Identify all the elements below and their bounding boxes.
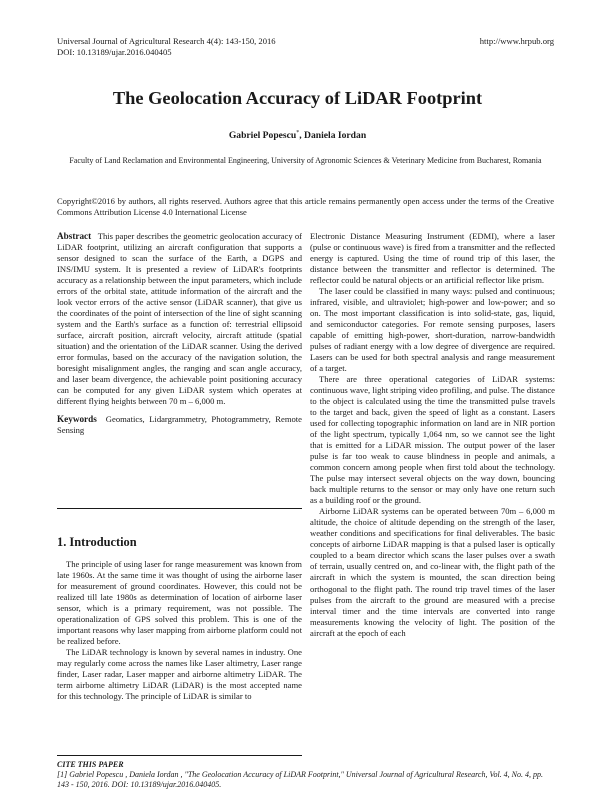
author-first: Gabriel Popescu bbox=[228, 130, 297, 142]
keywords bbox=[57, 414, 302, 436]
left-column bbox=[57, 231, 302, 436]
right-paragraph-3: There are three operational categories of LiDAR systems: continuous wave, light striping video profiling, and pulse. The distance to the object is calculated using the time the transmitted pulse travels to the target and back, given the speed of light as a constant. Lasers used for collecting topographic information on land are in NIR portion of the light spectrum, typically 1,064 nm, so we cannot see the light that is emitted for a LiDAR mission. The output power of the laser pulse is far too weak to cause blindness in people and animals, a common concern among people when first told about the technology. The pulse may intersect several objects on the way down, bouncing back multiple returns to the sensor or may only have one return such as a building roof or the ground. bbox=[310, 374, 555, 506]
keywords-text: Geomatics, Lidargrammetry, Photogrammetry, Remote Sensing bbox=[57, 414, 302, 436]
section-heading-introduction: 1. Introduction bbox=[57, 535, 137, 549]
cite-heading: CITE THIS PAPER bbox=[57, 760, 124, 769]
author-line bbox=[0, 130, 595, 141]
intro-paragraph-2: The LiDAR technology is known by several names in industry. One may regularly come across the names like Laser altimetry, Laser range finder, Laser radar, Laser mapper and airborne altimetry LiDAR. The term airborne altimetry LiDAR (LiDAR) is the most accepted name for this technology. The principle of LiDAR is similar to bbox=[57, 647, 302, 702]
right-paragraph-4: Airborne LiDAR systems can be operated between 70m – 6,000 m altitude, the choice of altitude depending on the strength of the laser, weather conditions and specifications for final deliverables. The basic concepts of airborne LiDAR mapping is that a pulsed laser is optically coupled to a beam director which scans the laser pulses over a swath of terrain, usually centred on, and co-linear with, the flight path of the aircraft in which the system is mounted, the scan direction being orthogonal to the flight path. The round trip travel times of the laser pulses from the aircraft to the ground are measured with a precise interval timer and the time intervals are converted into range measurements knowing the velocity of light. The position of the aircraft at the epoch of each bbox=[310, 506, 555, 638]
paper-title: The Geolocation Accuracy of LiDAR Footprint bbox=[112, 88, 483, 108]
running-header bbox=[57, 36, 554, 58]
footer-divider bbox=[57, 755, 302, 756]
introduction-text bbox=[57, 559, 302, 702]
affiliation: Faculty of Land Reclamation and Environmental Engineering, University of Agronomic Sciences & Veterinary Medicine from Bucharest, Romania bbox=[69, 156, 542, 165]
abstract bbox=[57, 231, 302, 407]
keywords-label: Keywords bbox=[57, 414, 97, 425]
copyright-notice: Copyright©2016 by authors, all rights reserved. Authors agree that this article remains permanently open access under the terms of the Creative Commons Attribution License 4.0 International License bbox=[57, 196, 554, 217]
intro-paragraph-1: The principle of using laser for range measurement was known from late 1960s. At the same time it was thought of using the airborne laser for measurement of ground coordinates. However, this could not be realized till late 1980s as determination of location of airborne laser sensor, which is a primary requirement, was not possible. The operationalization of GPS solved this problem. This is one of the important reasons why laser mapping from airborne platform could not be realized before. bbox=[57, 559, 302, 647]
right-paragraph-1: Electronic Distance Measuring Instrument (EDMI), where a laser (pulse or continuous wave) is fired from a transmitter and the reflected energy is captured. Using the time of round trip of this laser, the distance between the transmitter and reflector is determined. The reflector could be natural objects or an artificial reflector like prism. bbox=[310, 231, 555, 286]
right-column bbox=[310, 231, 555, 639]
doi: DOI: 10.13189/ujar.2016.040405 bbox=[57, 47, 172, 57]
section-divider bbox=[57, 508, 302, 509]
abstract-text: This paper describes the geometric geolocation accuracy of LiDAR footprint, utilizing an aircraft configuration that supports a sensor designed to scan the surface of the Earth, a DGPS and INS/IMU system. It is presented a review of LiDAR's footprints accuracy as a relationship between the input parameters, which include errors of the orbital state, attitude information of the aircraft and the look vector errors of the active sensor (LiDAR scanner), that give us the coordinates of the point of intersection of the line of sight scanning system and the Earth's surface as a function of: terrestrial ellipsoid surface, aircraft position, aircraft velocity, aircraft attitude (spatial situation) and the orientation of the LiDAR scanner. Using the derived error formulas, based on the accuracy of the navigation solution, the boresight misalignment angles, the ranging and scan angle accuracy, and laser beam divergence, the achievable point positioning accuracy can be computed for any given LiDAR system which operates at different flying heights between 70 m – 6,000 m. bbox=[57, 231, 302, 407]
journal-citation: Universal Journal of Agricultural Research 4(4): 143-150, 2016 bbox=[57, 36, 276, 46]
cite-text: [1] Gabriel Popescu , Daniela Iordan , "The Geolocation Accuracy of LiDAR Footprint," Universal Journal of Agricultural Research, Vol. 4, No. 4, pp. 143 - 150, 2016. DOI: 10.13189/ujar.2016.040405. bbox=[57, 770, 544, 789]
cite-this-paper bbox=[57, 760, 554, 790]
right-paragraph-2: The laser could be classified in many ways: pulsed and continuous; infrared, visible, and ultraviolet; high-power and low-power; and so on. The most important classification is into solid-state, gas, liquid, and semiconductor categories. For remote sensing purposes, lasers capable of emitting high-power, short-duration, narrow-bandwidth pulses of radiant energy with a low degree of divergence are required. Lasers can be used for both spectral analysis and range measurement of a target. bbox=[310, 286, 555, 374]
abstract-label: Abstract bbox=[57, 231, 92, 241]
author-rest: , Daniela Iordan bbox=[299, 130, 367, 142]
corresponding-author-mark: * bbox=[296, 130, 300, 136]
journal-url[interactable]: http://www.hrpub.org bbox=[479, 36, 554, 46]
